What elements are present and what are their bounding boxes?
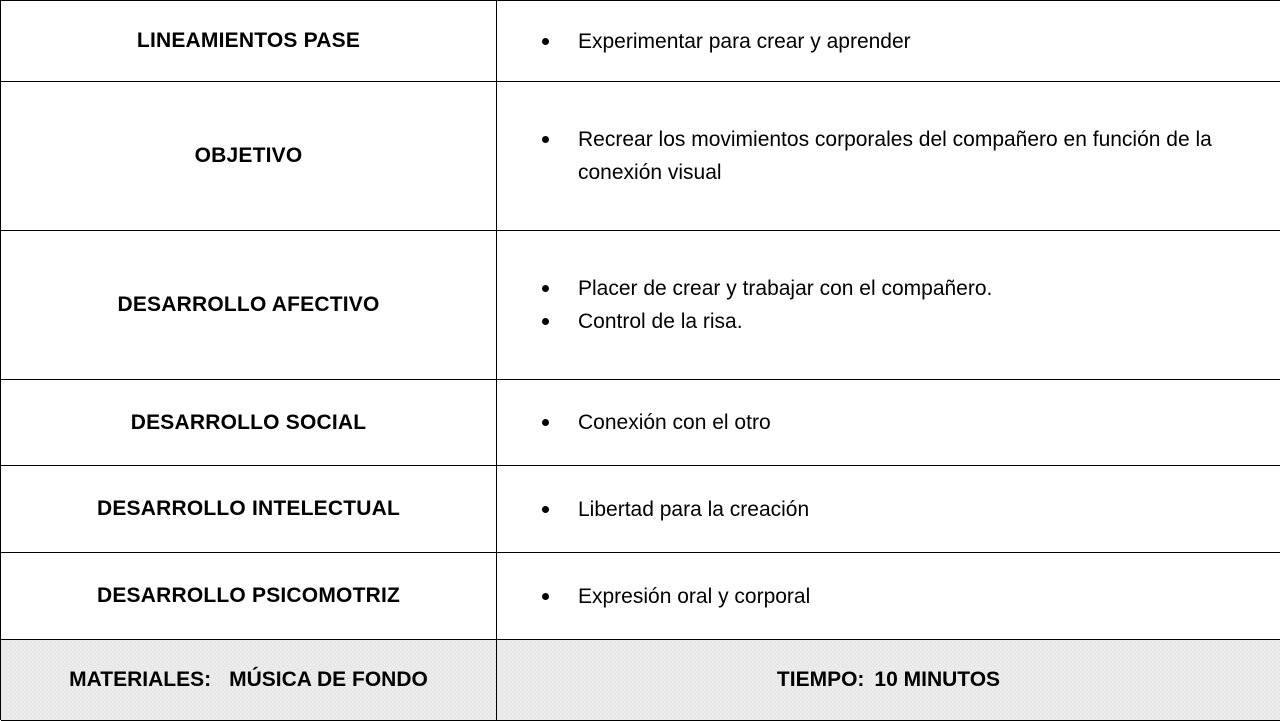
- row-label-text: DESARROLLO SOCIAL: [130, 410, 367, 434]
- list-item-text: Experimentar para crear y aprender: [578, 29, 911, 53]
- row-content-desarrollo-intelectual: [497, 466, 1280, 553]
- row-content-desarrollo-psicomotriz: [497, 553, 1280, 640]
- bullet-dot-icon: [542, 506, 549, 513]
- row-label-desarrollo-intelectual: [1, 466, 497, 553]
- bullet-dot-icon: [542, 285, 549, 292]
- row-content-desarrollo-afectivo: [497, 231, 1280, 380]
- list-item: [542, 305, 1256, 338]
- list-item: [542, 580, 1256, 613]
- row-content-lineamientos: [497, 1, 1280, 82]
- time-value: 10 MINUTOS: [874, 668, 1001, 691]
- bullet-list: [542, 25, 1256, 58]
- materials-value: MÚSICA DE FONDO: [229, 668, 428, 691]
- bullet-dot-icon: [542, 419, 549, 426]
- list-item-text: Expresión oral y corporal: [578, 584, 811, 608]
- list-item-text: Placer de crear y trabajar con el compañero.: [578, 277, 993, 300]
- row-label-desarrollo-psicomotriz: [1, 553, 497, 640]
- row-label-text: DESARROLLO AFECTIVO: [117, 293, 380, 316]
- bullet-list: [542, 493, 1256, 526]
- bullet-dot-icon: [542, 593, 549, 600]
- footer-time: [497, 640, 1280, 721]
- row-content-desarrollo-social: [497, 380, 1280, 466]
- list-item-text: Libertad para la creación: [578, 497, 810, 521]
- row-label-lineamientos: [1, 1, 497, 82]
- row-label-desarrollo-afectivo: [1, 231, 497, 380]
- bullet-dot-icon: [542, 136, 549, 143]
- row-label-text: OBJETIVO: [194, 144, 303, 167]
- bullet-list: [542, 580, 1256, 613]
- bullet-list: [542, 406, 1256, 439]
- list-item: [542, 272, 1256, 305]
- list-item-text: Recrear los movimientos corporales del compañero en función de la conexión visual: [578, 128, 1212, 184]
- bullet-dot-icon: [542, 318, 549, 325]
- row-label-text: LINEAMIENTOS PASE: [136, 29, 361, 52]
- list-item: [542, 406, 1256, 439]
- materials-label: MATERIALES:: [69, 668, 212, 691]
- list-item-text: Control de la risa.: [578, 310, 743, 333]
- row-label-text: DESARROLLO PSICOMOTRIZ: [96, 584, 401, 607]
- list-item: [542, 493, 1256, 526]
- time-label: TIEMPO:: [776, 668, 865, 691]
- bullet-dot-icon: [542, 38, 549, 45]
- bullet-list: [542, 272, 1256, 338]
- footer-materials: [1, 640, 497, 721]
- list-item: [542, 25, 1256, 58]
- row-label-desarrollo-social: [1, 380, 497, 466]
- row-label-text: DESARROLLO INTELECTUAL: [96, 497, 401, 520]
- list-item-text: Conexión con el otro: [578, 411, 771, 434]
- row-content-objetivo: [497, 82, 1280, 231]
- list-item: [542, 123, 1256, 189]
- row-label-objetivo: [1, 82, 497, 231]
- bullet-list: [542, 123, 1256, 189]
